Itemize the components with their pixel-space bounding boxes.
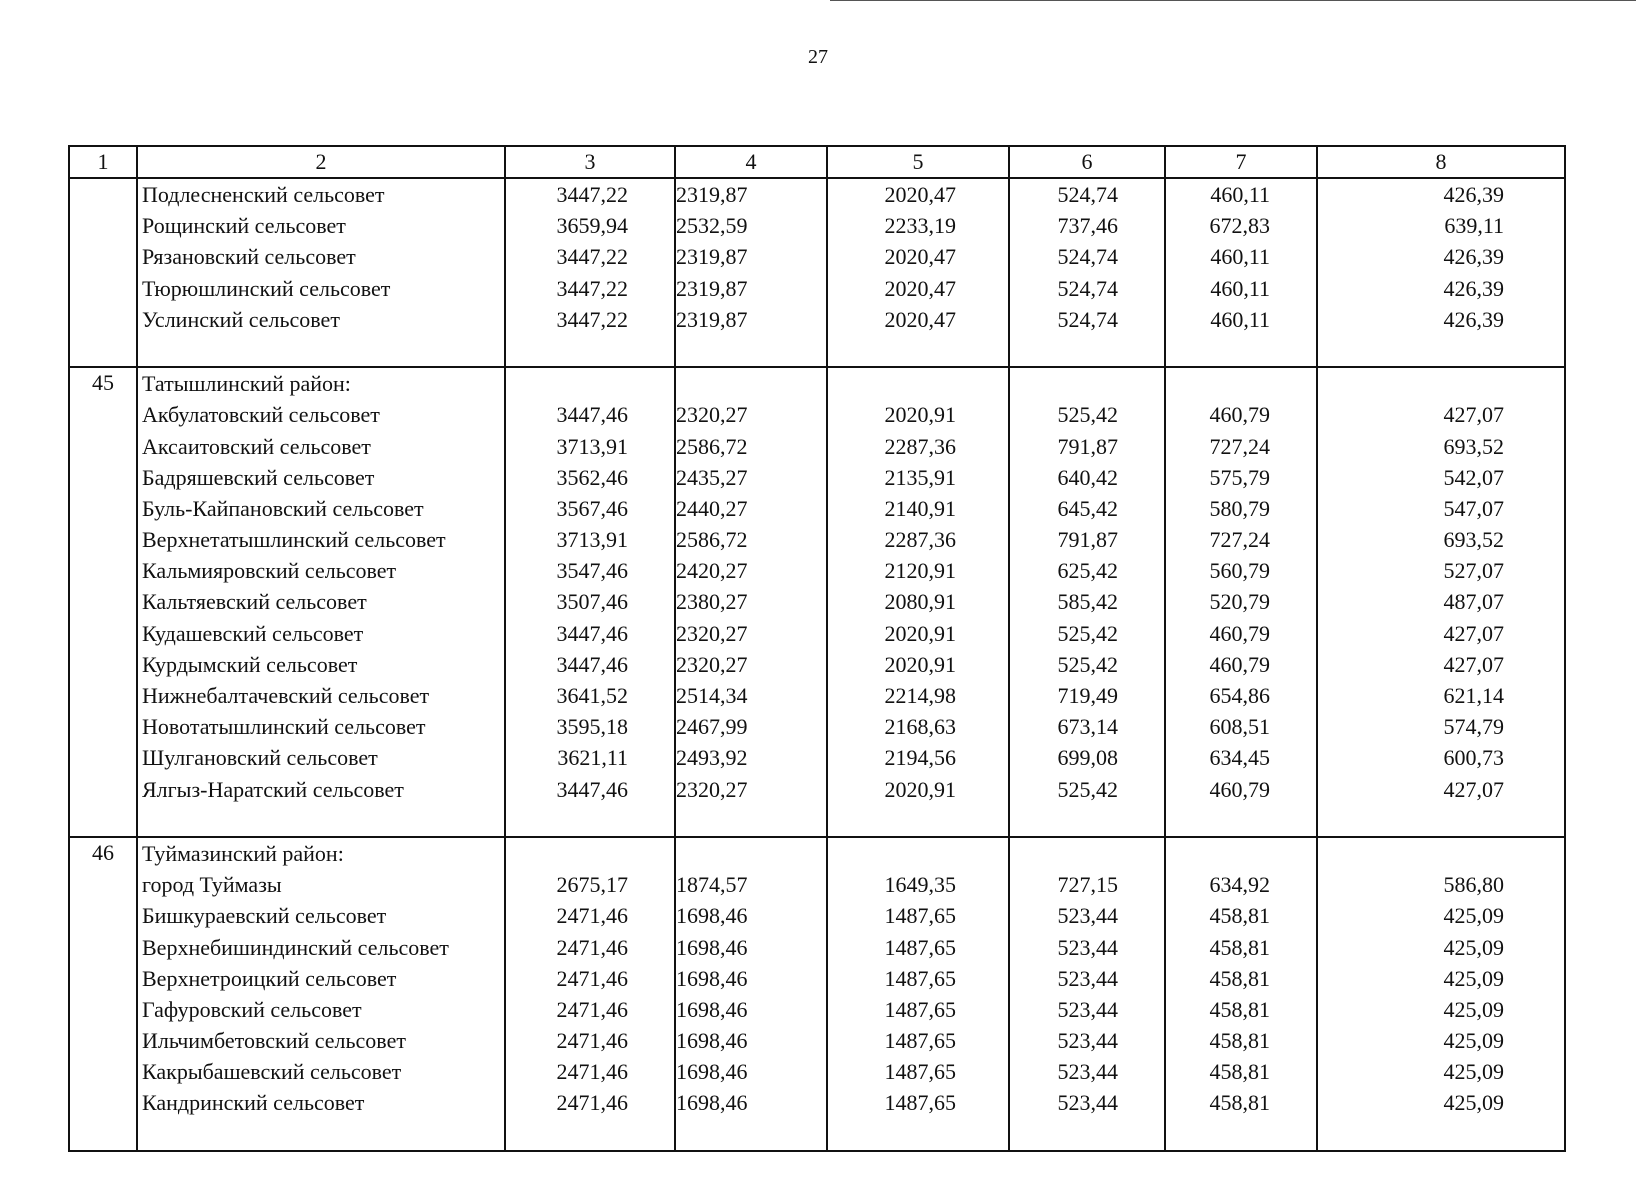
value-cell: 719,49	[1057, 683, 1118, 708]
value-cell: 425,09	[1443, 934, 1504, 960]
name-column	[137, 178, 505, 367]
settlement-name: Курдымский сельсовет	[142, 651, 358, 677]
column-header: 1	[69, 146, 137, 178]
value-cell: 1698,46	[676, 1059, 748, 1085]
value-cell: 574,79	[1443, 714, 1504, 740]
value-cell: 3659,94	[556, 213, 628, 239]
value-cell: 458,81	[1209, 934, 1270, 960]
group-number: 46	[69, 837, 137, 1151]
column-header: 3	[505, 146, 675, 178]
district-heading: Туймазинский район:	[142, 840, 344, 866]
value-cell: 693,52	[1443, 433, 1504, 459]
value-cell: 3447,46	[556, 620, 628, 646]
settlement-name: Гафуровский сельсовет	[142, 996, 362, 1022]
value-cell: 727,24	[1209, 433, 1270, 459]
value-cell: 2320,27	[676, 402, 748, 428]
header-row	[69, 146, 1565, 178]
spacer	[1010, 368, 1164, 399]
value-cell: 425,09	[1443, 996, 1504, 1022]
spacer	[676, 1119, 826, 1150]
value-cell: 527,07	[1443, 558, 1504, 584]
value-cell: 524,74	[1057, 244, 1118, 270]
value-column-8	[1317, 367, 1565, 837]
spacer	[506, 838, 674, 869]
value-cell: 1698,46	[676, 996, 748, 1022]
value-column-7	[1165, 178, 1317, 367]
value-cell: 727,15	[1057, 872, 1118, 898]
value-cell: 425,09	[1443, 903, 1504, 929]
value-column-5	[827, 178, 1009, 367]
column-header: 5	[827, 146, 1009, 178]
spacer	[828, 368, 1008, 399]
value-cell: 3713,91	[556, 433, 628, 459]
value-cell: 575,79	[1209, 464, 1270, 490]
value-column-3	[505, 367, 675, 837]
value-cell: 460,79	[1209, 776, 1270, 802]
value-cell: 693,52	[1443, 527, 1504, 553]
value-cell: 2493,92	[676, 745, 748, 771]
value-cell: 520,79	[1209, 589, 1270, 615]
value-column-8	[1317, 837, 1565, 1151]
value-column-4	[675, 178, 827, 367]
value-cell: 1487,65	[884, 934, 956, 960]
value-cell: 425,09	[1443, 965, 1504, 991]
value-cell: 460,79	[1209, 620, 1270, 646]
column-header: 8	[1317, 146, 1565, 178]
table-body	[69, 178, 1565, 1151]
value-cell: 2319,87	[676, 306, 748, 332]
spacer	[506, 805, 674, 836]
value-cell: 1487,65	[884, 1059, 956, 1085]
value-cell: 1698,46	[676, 1090, 748, 1116]
value-cell: 3447,46	[556, 776, 628, 802]
value-cell: 524,74	[1057, 275, 1118, 301]
value-cell: 427,07	[1443, 776, 1504, 802]
value-cell: 639,11	[1444, 213, 1504, 239]
spacer	[1318, 805, 1564, 836]
spacer	[1010, 335, 1164, 366]
spacer	[506, 368, 674, 399]
value-cell: 523,44	[1057, 903, 1118, 929]
value-cell: 560,79	[1209, 558, 1270, 584]
value-cell: 460,11	[1210, 275, 1270, 301]
value-cell: 2287,36	[884, 433, 956, 459]
spacer	[1318, 1119, 1564, 1150]
value-column-5	[827, 367, 1009, 837]
value-cell: 580,79	[1209, 495, 1270, 521]
value-column-5	[827, 837, 1009, 1151]
data-table	[68, 145, 1566, 1152]
column-header: 6	[1009, 146, 1165, 178]
value-cell: 2080,91	[884, 589, 956, 615]
value-cell: 460,11	[1210, 182, 1270, 207]
spacer	[676, 805, 826, 836]
value-cell: 1487,65	[884, 1090, 956, 1116]
value-cell: 2020,91	[884, 620, 956, 646]
value-cell: 523,44	[1057, 934, 1118, 960]
value-cell: 2514,34	[676, 683, 748, 708]
value-cell: 2471,46	[556, 965, 628, 991]
value-cell: 2471,46	[556, 1059, 628, 1085]
value-cell: 2135,91	[884, 464, 956, 490]
value-cell: 523,44	[1057, 965, 1118, 991]
value-cell: 2319,87	[676, 275, 748, 301]
value-cell: 523,44	[1057, 996, 1118, 1022]
value-cell: 608,51	[1209, 714, 1270, 740]
spacer	[1166, 805, 1316, 836]
column-header: 2	[137, 146, 505, 178]
value-cell: 524,74	[1057, 182, 1118, 207]
value-column-6	[1009, 837, 1165, 1151]
table-group	[69, 367, 1565, 837]
value-cell: 2467,99	[676, 714, 748, 740]
value-cell: 523,44	[1057, 1028, 1118, 1054]
spacer	[828, 1119, 1008, 1150]
value-cell: 525,42	[1057, 402, 1118, 428]
value-cell: 2471,46	[556, 1028, 628, 1054]
value-cell: 737,46	[1057, 213, 1118, 239]
column-header: 7	[1165, 146, 1317, 178]
value-cell: 1487,65	[884, 965, 956, 991]
value-cell: 791,87	[1057, 433, 1118, 459]
value-cell: 586,80	[1443, 872, 1504, 898]
value-cell: 2420,27	[676, 558, 748, 584]
value-cell: 673,14	[1057, 714, 1118, 740]
spacer	[1010, 838, 1164, 869]
value-cell: 2120,91	[884, 558, 956, 584]
value-cell: 460,79	[1209, 651, 1270, 677]
settlement-name: Кальтяевский сельсовет	[142, 589, 367, 615]
spacer	[506, 1119, 674, 1150]
value-column-3	[505, 178, 675, 367]
value-cell: 2214,98	[884, 683, 956, 708]
value-cell: 2020,91	[884, 776, 956, 802]
value-cell: 3447,22	[556, 275, 628, 301]
value-cell: 3567,46	[556, 495, 628, 521]
value-cell: 2287,36	[884, 527, 956, 553]
value-cell: 547,07	[1443, 495, 1504, 521]
settlement-name: Бадряшевский сельсовет	[142, 464, 375, 490]
spacer	[676, 335, 826, 366]
value-column-4	[675, 367, 827, 837]
value-cell: 1698,46	[676, 1028, 748, 1054]
value-cell: 1698,46	[676, 934, 748, 960]
value-cell: 3447,46	[556, 402, 628, 428]
settlement-name: город Туймазы	[142, 872, 282, 898]
value-cell: 2471,46	[556, 996, 628, 1022]
value-cell: 1698,46	[676, 965, 748, 991]
value-cell: 2471,46	[556, 934, 628, 960]
spacer	[138, 1119, 504, 1150]
value-cell: 2319,87	[676, 182, 748, 207]
spacer	[1010, 1119, 1164, 1150]
value-cell: 525,42	[1057, 651, 1118, 677]
value-cell: 2675,17	[556, 872, 628, 898]
value-cell: 2020,47	[884, 275, 956, 301]
value-cell: 727,24	[1209, 527, 1270, 553]
value-cell: 458,81	[1209, 1028, 1270, 1054]
value-cell: 426,39	[1443, 244, 1504, 270]
table-group	[69, 178, 1565, 367]
settlement-name: Ялгыз-Наратский сельсовет	[142, 776, 404, 802]
value-cell: 791,87	[1057, 527, 1118, 553]
value-cell: 460,11	[1210, 244, 1270, 270]
value-cell: 523,44	[1057, 1090, 1118, 1116]
name-column	[137, 367, 505, 837]
settlement-name: Буль-Кайпановский сельсовет	[142, 495, 424, 521]
spacer	[1166, 838, 1316, 869]
value-cell: 3507,46	[556, 589, 628, 615]
value-cell: 2440,27	[676, 495, 748, 521]
column-header: 4	[675, 146, 827, 178]
value-cell: 2471,46	[556, 1090, 628, 1116]
value-cell: 525,42	[1057, 620, 1118, 646]
settlement-name: Верхнетроицкий сельсовет	[142, 965, 397, 991]
settlement-name: Шулгановский сельсовет	[142, 745, 378, 771]
value-cell: 2194,56	[884, 745, 956, 771]
value-cell: 3713,91	[556, 527, 628, 553]
value-cell: 2380,27	[676, 589, 748, 615]
value-cell: 523,44	[1057, 1059, 1118, 1085]
value-cell: 645,42	[1057, 495, 1118, 521]
settlement-name: Новотатышлинский сельсовет	[142, 714, 426, 740]
value-cell: 458,81	[1209, 965, 1270, 991]
group-number	[69, 178, 137, 367]
spacer	[1318, 368, 1564, 399]
value-cell: 634,92	[1209, 872, 1270, 898]
value-cell: 425,09	[1443, 1059, 1504, 1085]
spacer	[676, 838, 826, 869]
value-cell: 460,79	[1209, 402, 1270, 428]
value-cell: 524,74	[1057, 306, 1118, 332]
group-number: 45	[69, 367, 137, 837]
spacer	[138, 805, 504, 836]
value-cell: 1698,46	[676, 903, 748, 929]
value-cell: 426,39	[1443, 275, 1504, 301]
settlement-name: Ильчимбетовский сельсовет	[142, 1028, 406, 1054]
settlement-name: Бишкураевский сельсовет	[142, 903, 387, 929]
spacer	[828, 838, 1008, 869]
value-cell: 427,07	[1443, 620, 1504, 646]
value-cell: 2471,46	[556, 903, 628, 929]
value-cell: 2319,87	[676, 244, 748, 270]
value-cell: 458,81	[1209, 903, 1270, 929]
value-cell: 458,81	[1209, 996, 1270, 1022]
settlement-name: Верхнебишиндинский сельсовет	[142, 934, 449, 960]
value-cell: 2168,63	[884, 714, 956, 740]
settlement-name: Какрыбашевский сельсовет	[142, 1059, 402, 1085]
settlement-name: Подлесненский сельсовет	[142, 182, 385, 207]
value-cell: 3447,22	[556, 182, 628, 207]
value-cell: 3562,46	[556, 464, 628, 490]
value-cell: 458,81	[1209, 1059, 1270, 1085]
value-cell: 2586,72	[676, 433, 748, 459]
value-cell: 3447,46	[556, 651, 628, 677]
settlement-name: Рязановский сельсовет	[142, 244, 356, 270]
spacer	[506, 335, 674, 366]
value-cell: 654,86	[1209, 683, 1270, 708]
value-cell: 625,42	[1057, 558, 1118, 584]
value-column-4	[675, 837, 827, 1151]
value-column-3	[505, 837, 675, 1151]
value-cell: 525,42	[1057, 776, 1118, 802]
value-cell: 3447,22	[556, 306, 628, 332]
settlement-name: Кальмияровский сельсовет	[142, 558, 397, 584]
value-cell: 2020,91	[884, 651, 956, 677]
value-cell: 458,81	[1209, 1090, 1270, 1116]
value-cell: 621,14	[1443, 683, 1504, 708]
value-cell: 2020,47	[884, 182, 956, 207]
value-cell: 1487,65	[884, 903, 956, 929]
value-cell: 3641,52	[556, 683, 628, 708]
spacer	[1010, 805, 1164, 836]
value-cell: 2435,27	[676, 464, 748, 490]
settlement-name: Акбулатовский сельсовет	[142, 402, 380, 428]
value-cell: 425,09	[1443, 1028, 1504, 1054]
value-cell: 585,42	[1057, 589, 1118, 615]
value-cell: 3621,11	[557, 745, 628, 771]
value-cell: 2320,27	[676, 651, 748, 677]
value-cell: 542,07	[1443, 464, 1504, 490]
value-cell: 699,08	[1057, 745, 1118, 771]
spacer	[1318, 335, 1564, 366]
page-number: 27	[808, 46, 828, 68]
settlement-name: Рощинский сельсовет	[142, 213, 346, 239]
value-column-6	[1009, 367, 1165, 837]
spacer	[1166, 1119, 1316, 1150]
value-cell: 2320,27	[676, 620, 748, 646]
settlement-name: Услинский сельсовет	[142, 306, 340, 332]
spacer	[138, 335, 504, 366]
spacer	[676, 368, 826, 399]
value-cell: 2020,47	[884, 306, 956, 332]
settlement-name: Аксаитовский сельсовет	[142, 433, 371, 459]
spacer	[828, 805, 1008, 836]
value-cell: 2320,27	[676, 776, 748, 802]
value-cell: 600,73	[1443, 745, 1504, 771]
value-cell: 3547,46	[556, 558, 628, 584]
value-cell: 2020,91	[884, 402, 956, 428]
value-column-6	[1009, 178, 1165, 367]
name-column	[137, 837, 505, 1151]
value-cell: 426,39	[1443, 306, 1504, 332]
value-cell: 3595,18	[556, 714, 628, 740]
value-cell: 1874,57	[676, 872, 748, 898]
value-cell: 2532,59	[676, 213, 748, 239]
value-cell: 1649,35	[884, 872, 956, 898]
settlement-name: Кудашевский сельсовет	[142, 620, 364, 646]
value-cell: 640,42	[1057, 464, 1118, 490]
value-cell: 2233,19	[884, 213, 956, 239]
settlement-name: Верхнетатышлинский сельсовет	[142, 527, 446, 553]
value-cell: 2586,72	[676, 527, 748, 553]
value-cell: 426,39	[1443, 182, 1504, 207]
spacer	[1318, 838, 1564, 869]
value-cell: 425,09	[1443, 1090, 1504, 1116]
spacer	[1166, 335, 1316, 366]
value-cell: 427,07	[1443, 651, 1504, 677]
value-cell: 2020,47	[884, 244, 956, 270]
value-column-7	[1165, 837, 1317, 1151]
settlement-name: Кандринский сельсовет	[142, 1090, 365, 1116]
value-cell: 634,45	[1209, 745, 1270, 771]
table-group	[69, 837, 1565, 1151]
value-cell: 460,11	[1210, 306, 1270, 332]
spacer	[828, 335, 1008, 366]
top-rule	[830, 0, 1636, 1]
value-column-7	[1165, 367, 1317, 837]
value-cell: 427,07	[1443, 402, 1504, 428]
value-column-8	[1317, 178, 1565, 367]
value-cell: 487,07	[1443, 589, 1504, 615]
value-cell: 2140,91	[884, 495, 956, 521]
settlement-name: Тюрюшлинский сельсовет	[142, 275, 391, 301]
value-cell: 1487,65	[884, 996, 956, 1022]
settlement-name: Нижнебалтачевский сельсовет	[142, 683, 430, 708]
spacer	[1166, 368, 1316, 399]
value-cell: 3447,22	[556, 244, 628, 270]
district-heading: Татышлинский район:	[142, 371, 351, 397]
value-cell: 1487,65	[884, 1028, 956, 1054]
value-cell: 672,83	[1209, 213, 1270, 239]
